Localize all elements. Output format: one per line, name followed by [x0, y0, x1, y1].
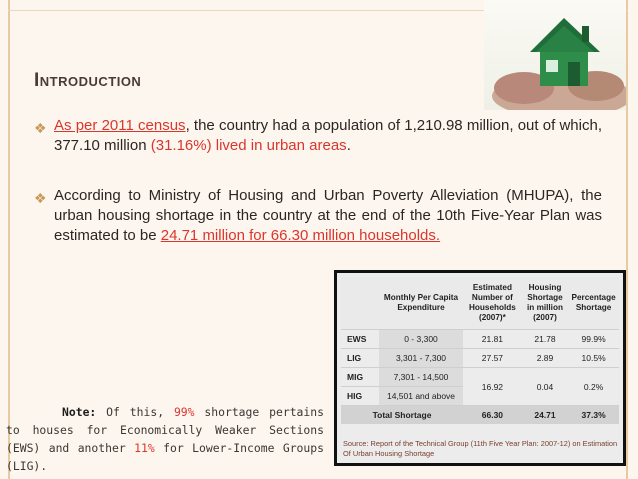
note-part: for Lower-Income Groups (LIG).: [6, 441, 324, 473]
table-header-row: [341, 277, 619, 330]
right-border-rule: [626, 0, 628, 479]
bullet-marker-icon: ❖: [34, 120, 47, 136]
cell-percentage: 10.5%: [568, 349, 619, 368]
bullet-text-part: .: [346, 137, 351, 154]
table-row: [341, 330, 619, 349]
note-label: Note:: [62, 405, 97, 419]
table-row: [341, 349, 619, 368]
cell-expenditure: 14,501 and above: [379, 387, 463, 406]
note-highlight: 11%: [134, 441, 155, 455]
bullet-text: [54, 116, 602, 156]
cell-expenditure: 3,301 - 7,300: [379, 349, 463, 368]
note-part: shortage pertains to houses for Economically Weaker Sections (EWS) and another: [6, 405, 324, 455]
cell-expenditure: 0 - 3,300: [379, 330, 463, 349]
housing-shortage-table-panel: [334, 270, 626, 466]
house-key-icon: [484, 0, 626, 110]
cell-percentage: 99.9%: [568, 330, 619, 349]
bullet-mhupa: [34, 186, 602, 246]
total-label: Total Shortage: [341, 406, 463, 425]
bullet-marker-icon: ❖: [34, 190, 47, 206]
cell-shortage: 0.04: [522, 368, 568, 406]
header-blank: [341, 277, 379, 330]
header-households: Estimated Number of Households (2007)*: [463, 277, 522, 330]
note-text: [6, 403, 324, 475]
bullet-text-part: According to Ministry of Housing and Urban Poverty Alleviation (MHUPA), the urban housing shortage in the country at the end of the 10th Five-Year Plan was estimated to be: [54, 187, 602, 244]
shortage-link[interactable]: 24.71 million for 66.30 million households.: [160, 227, 441, 244]
total-percentage: 37.3%: [568, 406, 619, 425]
housing-shortage-table: [341, 277, 619, 424]
header-percentage: Percentage Shortage: [568, 277, 619, 330]
bullet-census: [34, 116, 602, 156]
header-shortage: Housing Shortage in million (2007): [522, 277, 568, 330]
header-expenditure: Monthly Per Capita Expenditure: [379, 277, 463, 330]
table-inner: [337, 273, 623, 463]
row-label: MIG: [341, 368, 379, 387]
table-row: [341, 368, 619, 387]
note-highlight: 99%: [173, 405, 195, 419]
house-in-hands-photo: [484, 0, 626, 110]
cell-households: 21.81: [463, 330, 522, 349]
bullet-text-part: , the country had a population of 1,210.98 million, out of which, 377.10 million: [54, 117, 602, 154]
row-label: EWS: [341, 330, 379, 349]
total-shortage: 24.71: [522, 406, 568, 425]
note-part: Of this,: [96, 405, 174, 419]
slide-title: Introduction: [34, 70, 142, 91]
row-label: LIG: [341, 349, 379, 368]
row-label: HIG: [341, 387, 379, 406]
cell-expenditure: 7,301 - 14,500: [379, 368, 463, 387]
table-total-row: [341, 406, 619, 425]
cell-shortage: 21.78: [522, 330, 568, 349]
total-households: 66.30: [463, 406, 522, 425]
cell-households: 27.57: [463, 349, 522, 368]
urban-share-highlight: (31.16%) lived in urban areas: [150, 137, 347, 154]
cell-shortage: 2.89: [522, 349, 568, 368]
cell-percentage: 0.2%: [568, 368, 619, 406]
bullet-text: [54, 186, 602, 246]
cell-households: 16.92: [463, 368, 522, 406]
table-source-note: Source: Report of the Technical Group (11th Five Year Plan: 2007-12) on Estimation Of Urban Housing Shortage: [343, 439, 618, 458]
census-link[interactable]: As per 2011 census: [54, 117, 186, 134]
